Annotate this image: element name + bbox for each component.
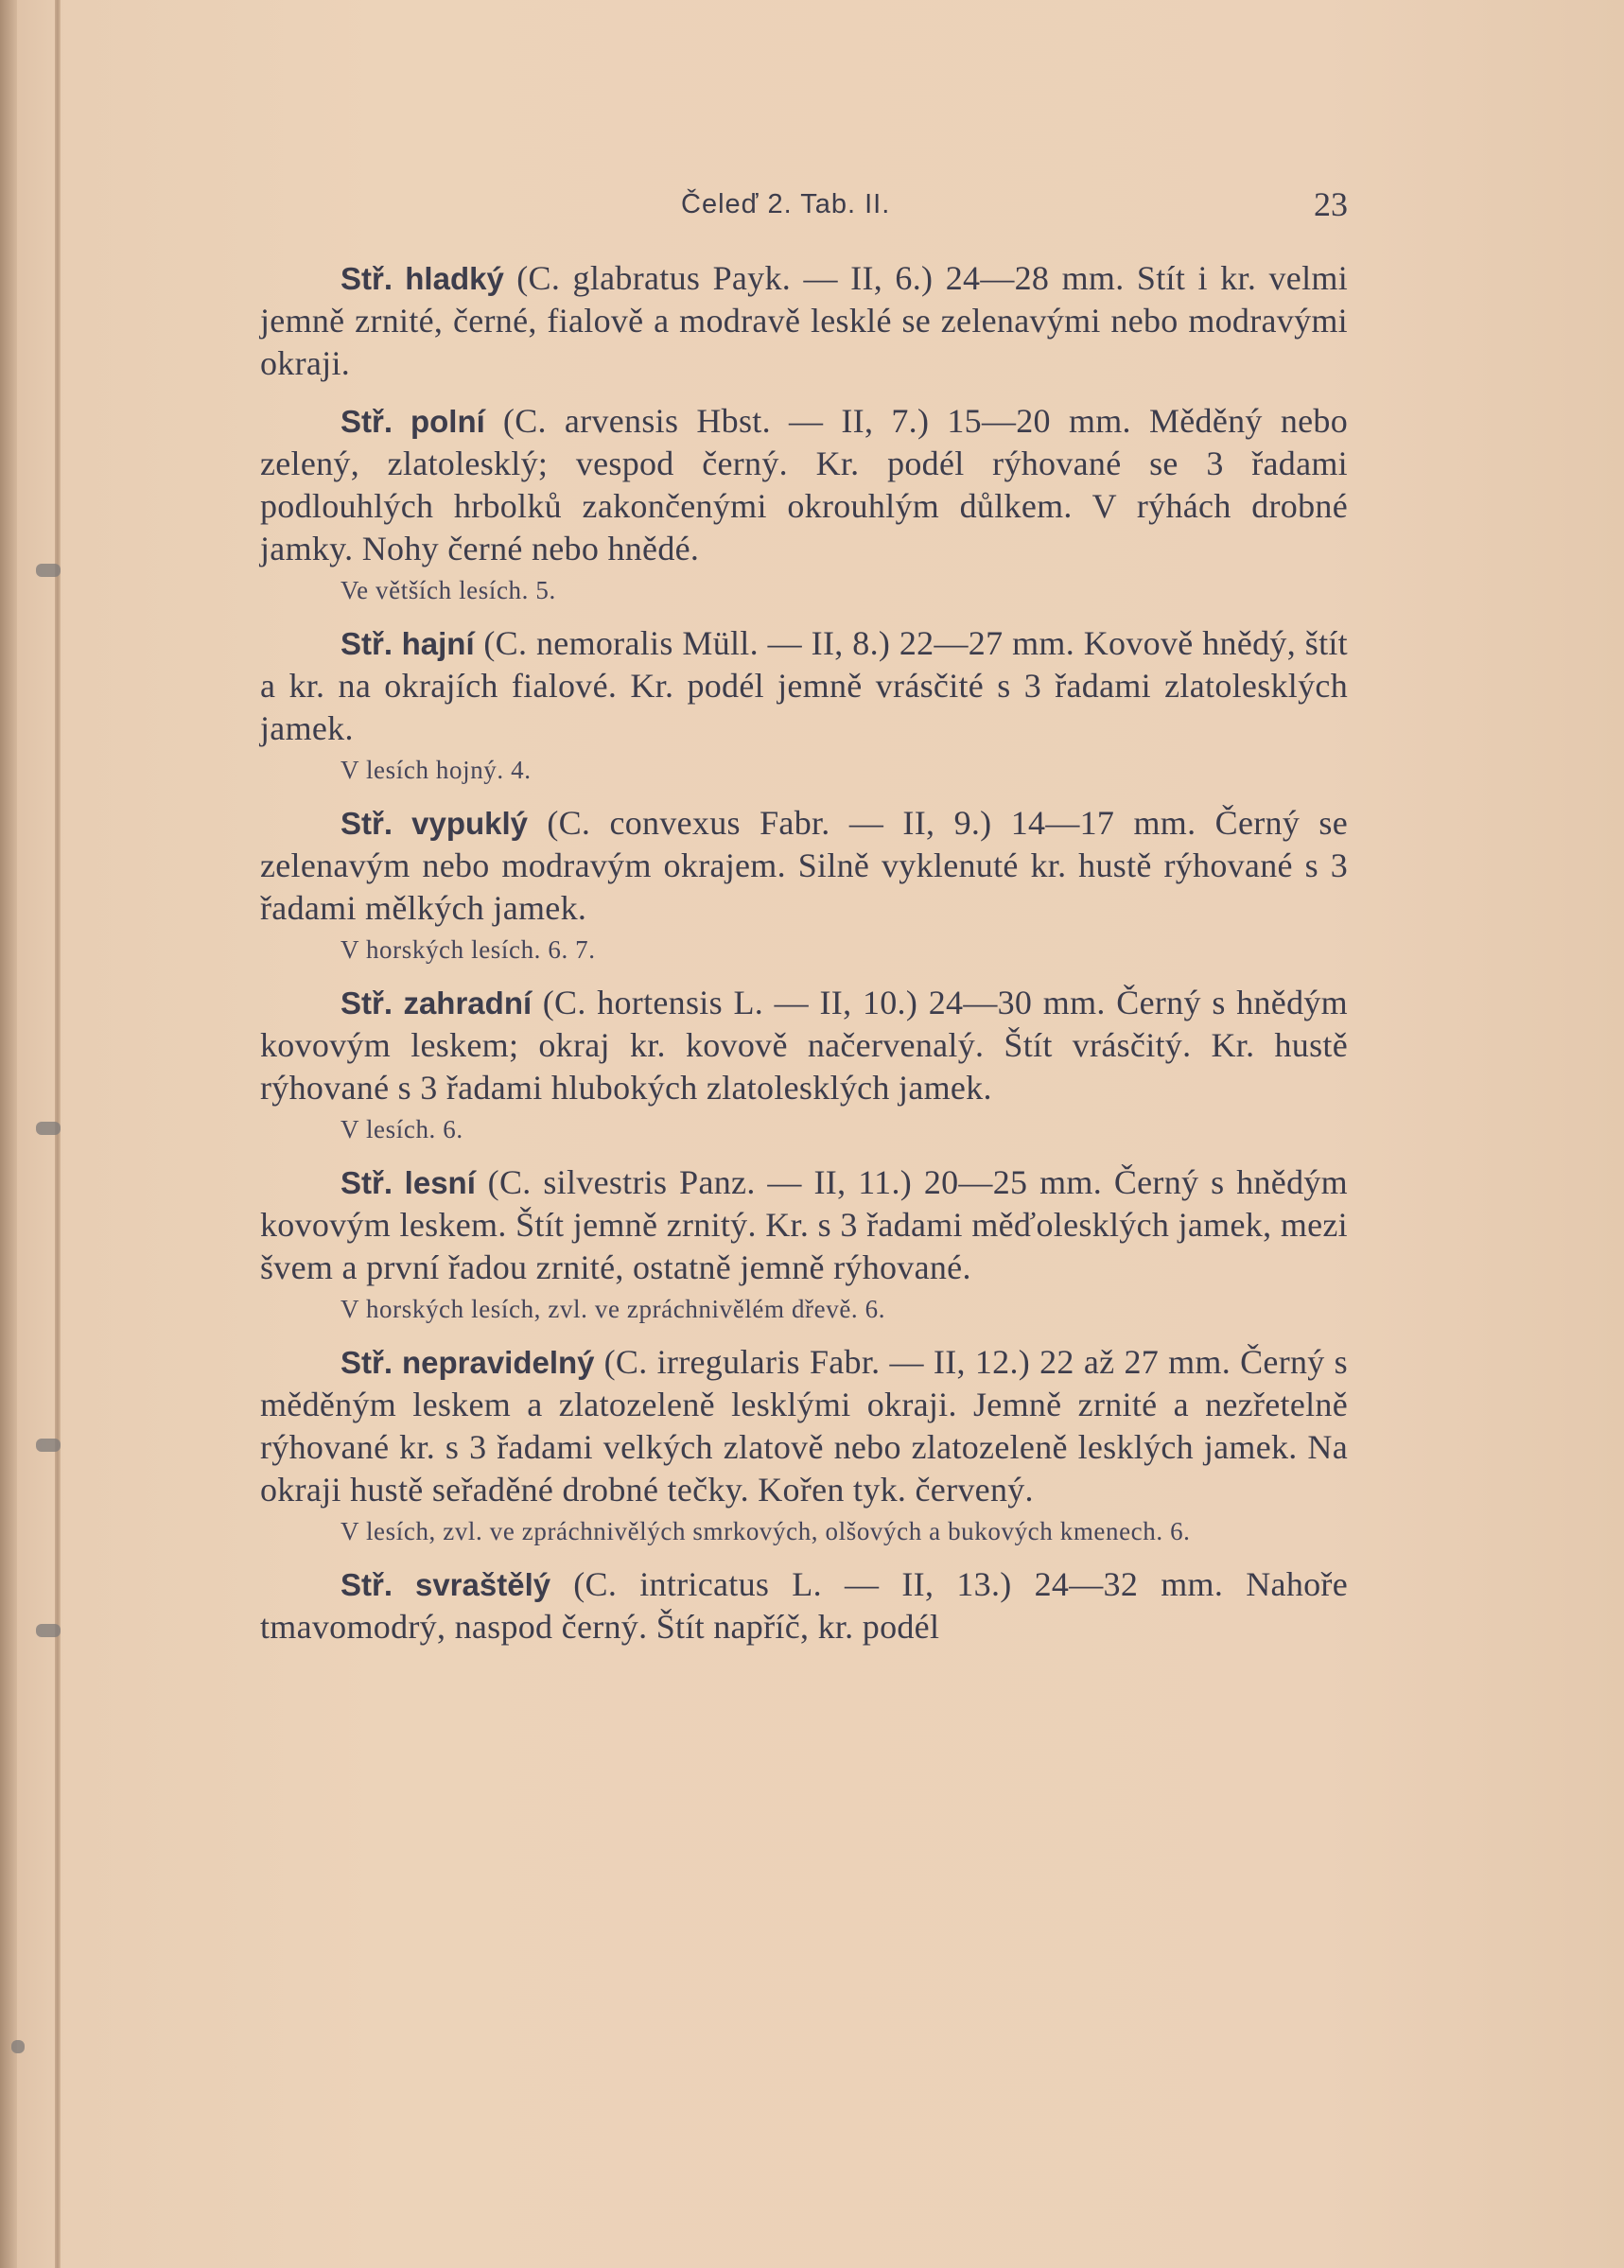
species-entry xyxy=(260,257,1348,385)
running-header xyxy=(260,180,1348,236)
species-entry xyxy=(260,802,1348,967)
species-name: Stř. nepravidelný xyxy=(341,1345,595,1380)
species-description: (C. irregularis Fabr. — II, 12.) 22 až 27 mm. Černý s měděným leskem a zlatozeleně lesklými okraji. Jemně zrnité a nezřetelně rýhované kr. s 3 řadami velkých zlatově nebo zlatozeleně lesklých jamek. Na okraji hustě seřaděné drobné tečky. Kořen tyk. červený. xyxy=(260,1343,1348,1509)
habitat-note: V lesích. 6. xyxy=(341,1115,463,1143)
margin-mark xyxy=(36,1439,61,1452)
habitat-note: V lesích hojný. 4. xyxy=(341,756,532,784)
page-edge xyxy=(0,0,17,2268)
species-name: Stř. lesní xyxy=(341,1165,476,1200)
margin-mark xyxy=(36,1624,61,1637)
species-description: (C. silvestris Panz. — II, 11.) 20—25 mm. Černý s hnědým kovovým leskem. Štít jemně zrnitý. Kr. s 3 řadami měďolesklých jamek, mezi švem a první řadou zrnité, ostatně jemně rýhované. xyxy=(260,1163,1348,1286)
page-number: 23 xyxy=(1314,185,1348,223)
species-name: Stř. zahradní xyxy=(341,986,533,1021)
species-description: (C. hortensis L. — II, 10.) 24—30 mm. Černý s hnědým kovovým leskem; okraj kr. kovově načervenalý. Štít vrásčitý. Kr. hustě rýhované s 3 řadami hlubokých zlatolesklých jamek. xyxy=(260,984,1348,1107)
species-name: Stř. hajní xyxy=(341,626,475,661)
species-entry xyxy=(260,1161,1348,1326)
species-description: (C. nemoralis Müll. — II, 8.) 22—27 mm. Kovově hnědý, štít a kr. na okrajích fialové. Kr. podél jemně vrásčité s 3 řadami zlatolesklých jamek. xyxy=(260,624,1348,747)
margin-mark xyxy=(11,2040,25,2053)
species-description: (C. convexus Fabr. — II, 9.) 14—17 mm. Černý se zelenavým nebo modravým okrajem. Silně vyklenuté kr. hustě rýhované s 3 řadami mělkých jamek. xyxy=(260,804,1348,927)
species-description: (C. intricatus L. — II, 13.) 24—32 mm. Nahoře tmavomodrý, naspod černý. Štít napříč, kr. podél xyxy=(260,1565,1348,1646)
species-entry xyxy=(260,1341,1348,1548)
species-name: Stř. vypuklý xyxy=(341,806,529,841)
header-title: Čeleď 2. Tab. II. xyxy=(681,189,891,219)
species-entry xyxy=(260,400,1348,607)
habitat-note: V lesích, zvl. ve zpráchnivělých smrkových, olšových a bukových kmenech. 6. xyxy=(341,1517,1191,1545)
margin-mark xyxy=(36,564,61,577)
species-entry xyxy=(260,622,1348,787)
species-name: Stř. svraštělý xyxy=(341,1567,551,1602)
page-text xyxy=(260,180,1348,1664)
habitat-note: Ve větších lesích. 5. xyxy=(341,576,556,604)
habitat-note: V horských lesích. 6. 7. xyxy=(341,935,596,964)
species-description: (C. arvensis Hbst. — II, 7.) 15—20 mm. Měděný nebo zelený, zlatolesklý; vespod černý. Kr. podél rýhované se 3 řadami podlouhlých hrbolků zakončenými okrouhlým důlkem. V rýhách drobné jamky. Nohy černé nebo hnědé. xyxy=(260,402,1348,567)
habitat-note: V horských lesích, zvl. ve zpráchnivělém dřevě. 6. xyxy=(341,1295,886,1323)
species-entry xyxy=(260,1563,1348,1649)
species-description: (C. glabratus Payk. — II, 6.) 24—28 mm. Stít i kr. velmi jemně zrnité, černé, fialově a modravě lesklé se zelenavými nebo modravými okraji. xyxy=(260,259,1348,382)
species-name: Stř. hladký xyxy=(341,261,504,296)
species-entry xyxy=(260,982,1348,1146)
margin-mark xyxy=(36,1122,61,1135)
species-name: Stř. polní xyxy=(341,404,485,439)
